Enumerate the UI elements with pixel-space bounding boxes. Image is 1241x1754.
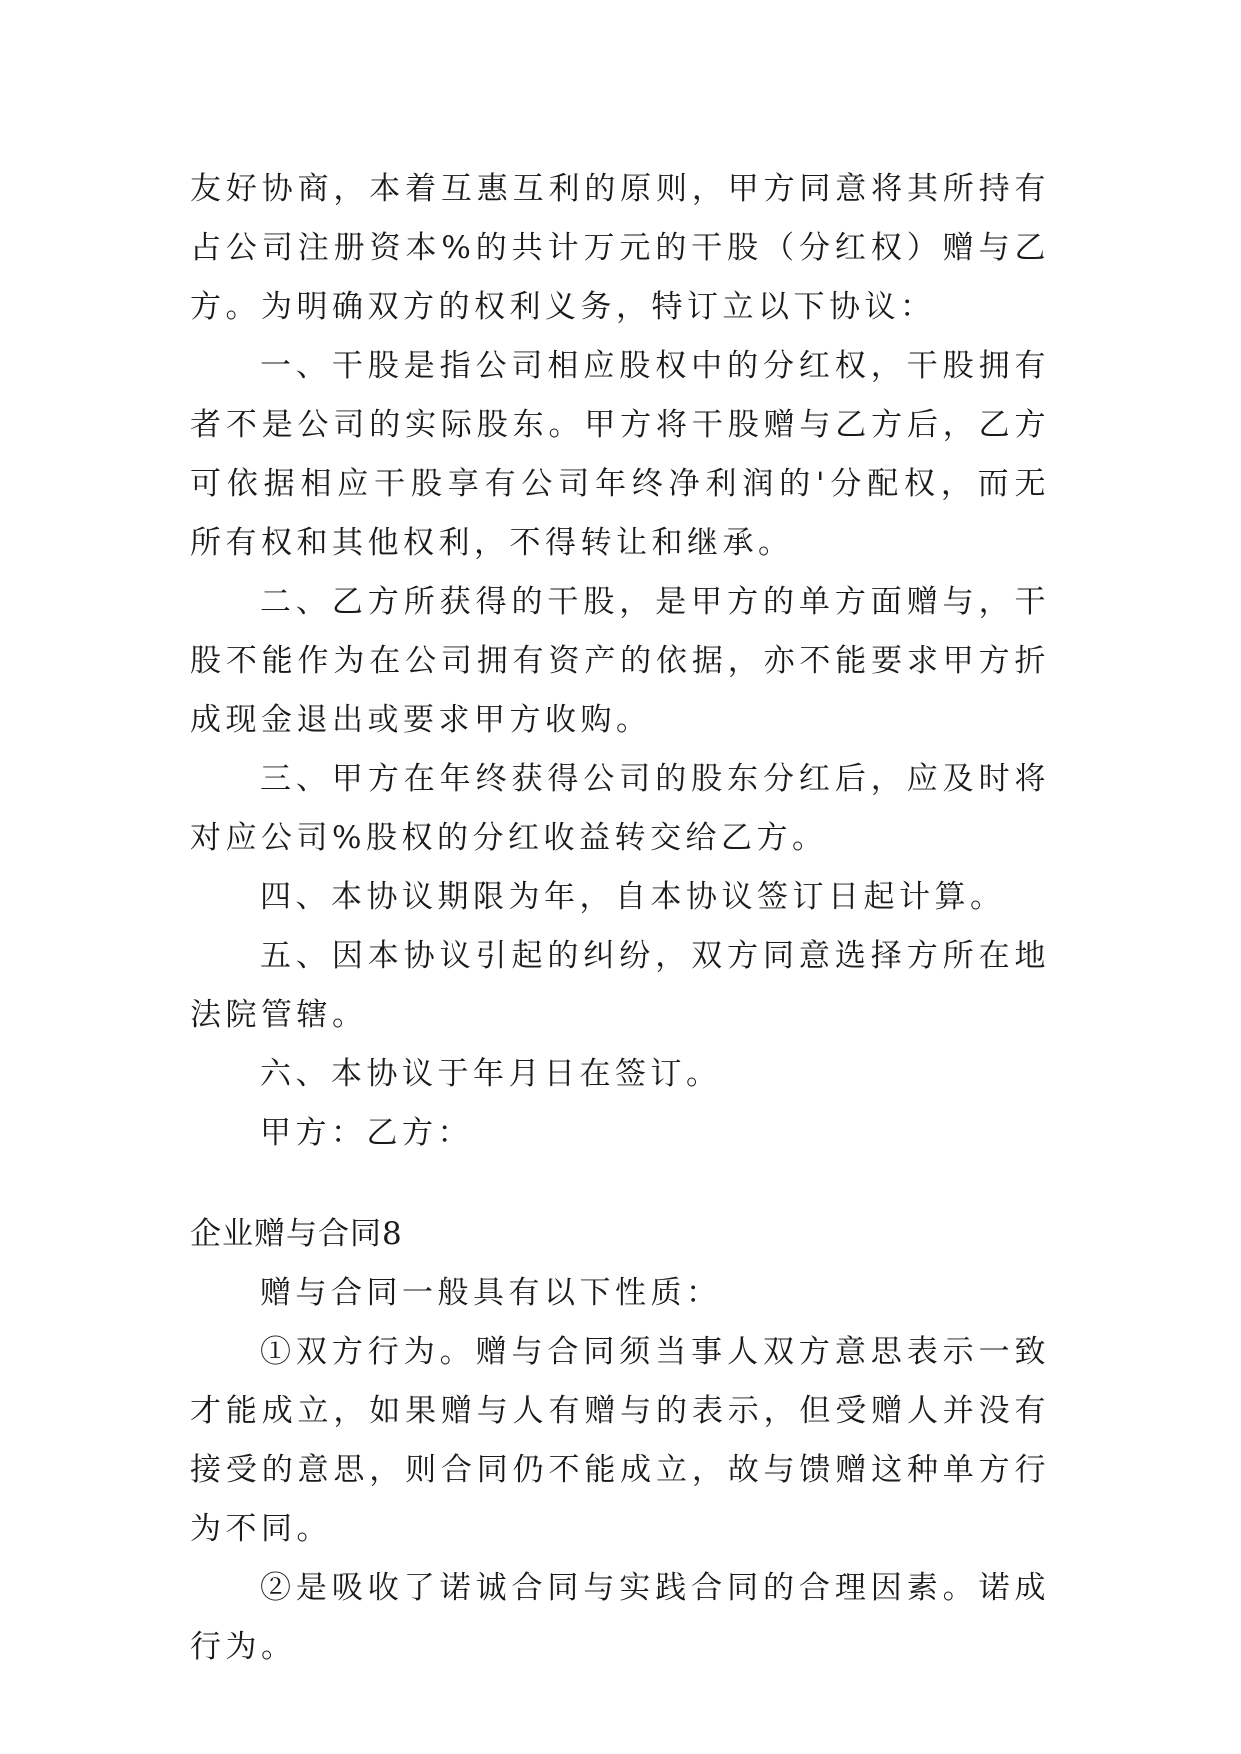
clause-3: 三、甲方在年终获得公司的股东分红后，应及时将对应公司%股权的分红收益转交给乙方。 bbox=[190, 761, 1050, 856]
clause-5: 五、因本协议引起的纠纷，双方同意选择方所在地法院管辖。 bbox=[190, 938, 1050, 1033]
nature-point-1: ①双方行为。赠与合同须当事人双方意思表示一致才能成立，如果赠与人有赠与的表示，但受赠人并没有接受的意思，则合同仍不能成立，故与馈赠这种单方行为不同。 bbox=[190, 1334, 1050, 1547]
section-gap bbox=[190, 1163, 1050, 1205]
clause-1: 一、干股是指公司相应股权中的分红权，干股拥有者不是公司的实际股东。甲方将干股赠与乙方后，乙方可依据相应干股享有公司年终净利润的'分配权，而无所有权和其他权利，不得转让和继承。 bbox=[190, 348, 1050, 561]
nature-point-2: ②是吸收了诺诚合同与实践合同的合理因素。诺成行为。 bbox=[190, 1570, 1050, 1665]
document-body bbox=[190, 160, 1050, 1677]
nature-lead: 赠与合同一般具有以下性质： bbox=[260, 1275, 722, 1311]
signature-line: 甲方：乙方： bbox=[260, 1115, 473, 1151]
clause-6: 六、本协议于年月日在签订。 bbox=[260, 1056, 722, 1092]
section-title: 企业赠与合同8 bbox=[190, 1216, 403, 1252]
clause-4: 四、本协议期限为年，自本协议签订日起计算。 bbox=[260, 879, 1006, 915]
clause-2: 二、乙方所获得的干股，是甲方的单方面赠与，干股不能作为在公司拥有资产的依据，亦不能要求甲方折成现金退出或要求甲方收购。 bbox=[190, 584, 1050, 738]
intro-paragraph: 友好协商，本着互惠互利的原则，甲方同意将其所持有占公司注册资本%的共计万元的干股（分红权）赠与乙方。为明确双方的权利义务，特订立以下协议： bbox=[190, 171, 1050, 325]
